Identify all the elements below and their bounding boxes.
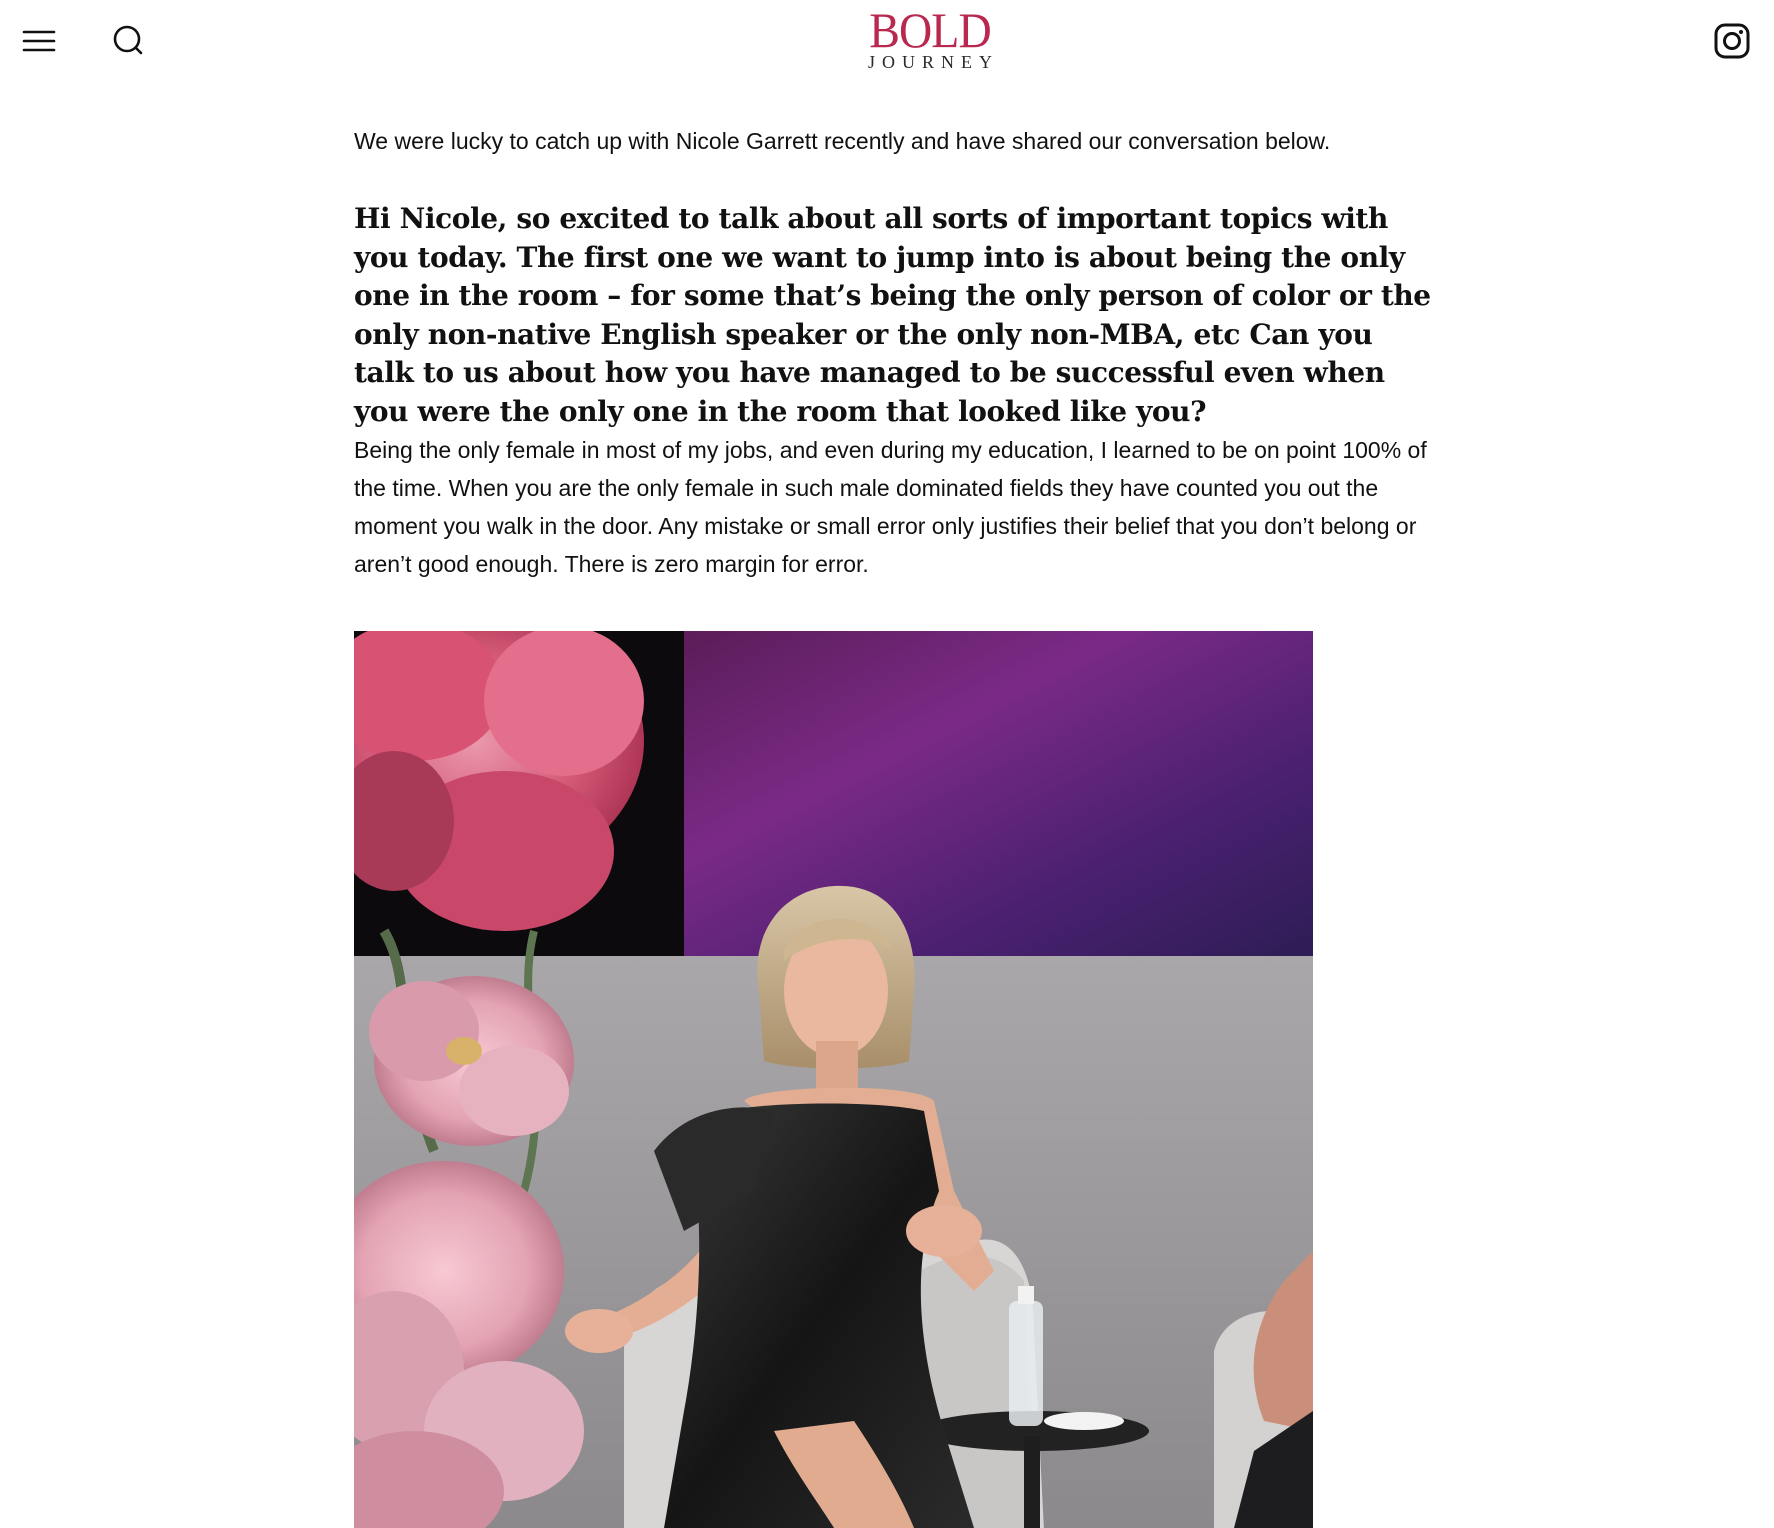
article-photo: [354, 631, 1313, 1528]
instagram-icon[interactable]: [1713, 22, 1751, 60]
photo-illustration: [354, 631, 1313, 1528]
logo-top-text: BOLD: [869, 2, 991, 58]
hamburger-menu-icon[interactable]: [22, 24, 56, 58]
interview-question: Hi Nicole, so excited to talk about all sorts of important topics with you today. The first one we want to jump into is about being the only one in the room – for some that’s being the only person of color or the only non-native English speaker or the only non-MBA, etc Can you talk to us about how you have managed to be successful even when you were the only one in the room that looked like you?: [354, 202, 1431, 428]
interview-answer: Being the only female in most of my jobs, and even during my education, I learned to be on point 100% of the time. When you are the only female in such male dominated fields they have counted you out the moment you walk in the door. Any mistake or small error only justifies their belief that you don’t belong or aren’t good enough. There is zero margin for error.: [354, 437, 1427, 577]
article-intro: We were lucky to catch up with Nicole Garrett recently and have shared our conversation below.: [354, 128, 1331, 154]
article-body: [354, 120, 1434, 583]
site-logo[interactable]: [820, 0, 1040, 80]
search-icon[interactable]: [110, 22, 146, 58]
logo-bottom-text: JOURNEY: [867, 52, 999, 72]
site-header: [0, 0, 1774, 90]
